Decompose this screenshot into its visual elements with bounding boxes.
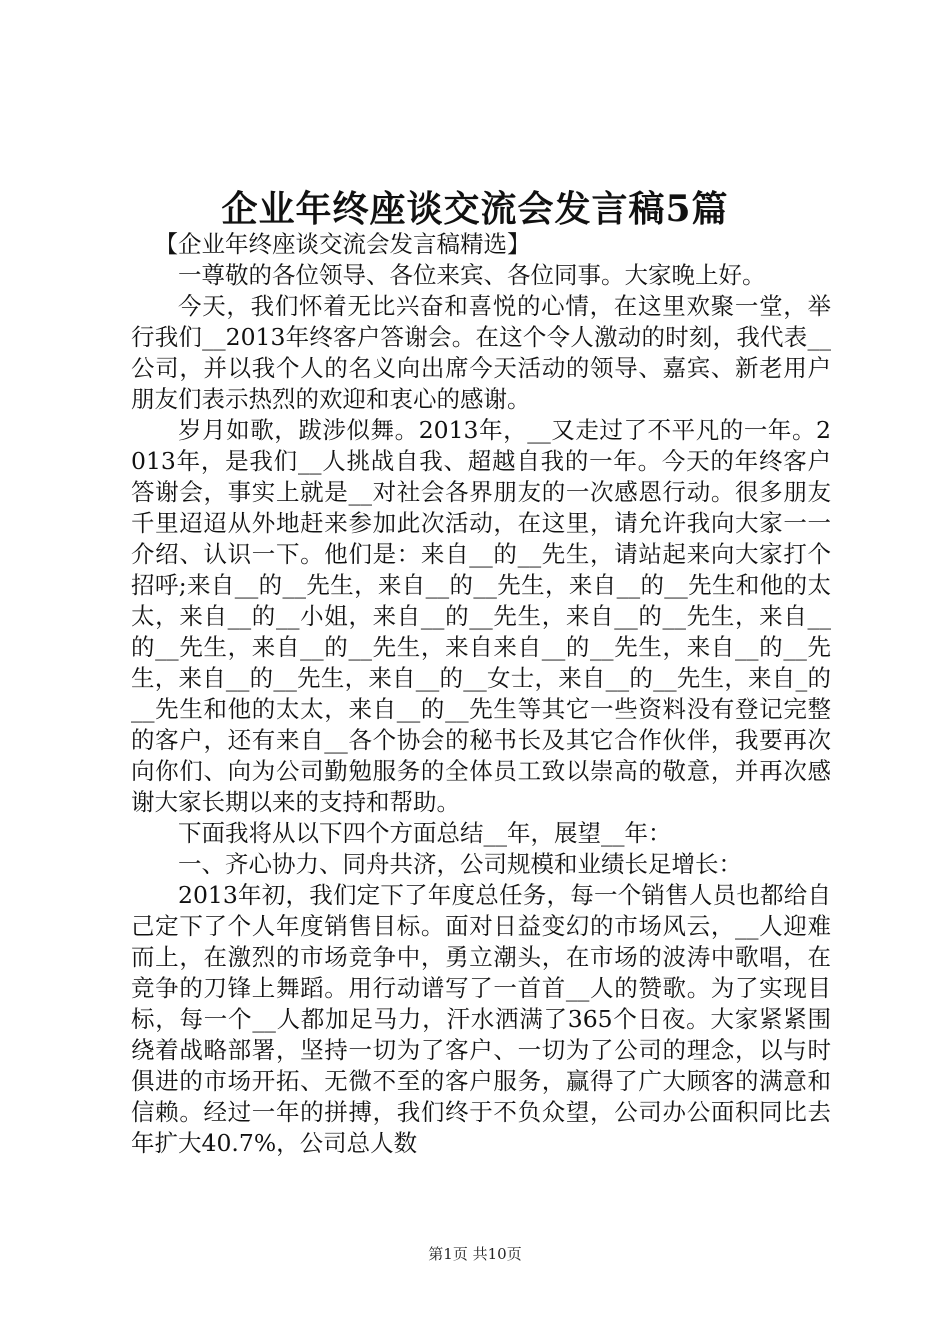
document-title: 企业年终座谈交流会发言稿5篇 (221, 188, 729, 230)
paragraph-outline: 下面我将从以下四个方面总结__年，展望__年： (178, 819, 672, 847)
paragraph-guests: 岁月如歌，跋涉似舞。2013年，__又走过了不平凡的一年。2013年，是我们__人挑战自我、超越自我的一年。今天的年终客户答谢会，事实上就是__对社会各界朋友的一次感恩行动。很多朋友千里迢迢从外地赶来参加此次活动，在这里，请允许我向大家一一介绍、认识一下。他们是：来自__的__先生，请站起来向大家打个招呼;来自__的__先生，来自__的__先生，来自__的__先生和他的太太，来自__的__小姐，来自__的__先生，来自__的__先生，来自__的__先生，来自__的__先生，来自来自__的__先生，来自__的__先生，来自__的__先生，来自__的__女士，来自__的__先生，来自_的__先生和他的太太，来自__的__先生等其它一些资料没有登记完整的客户，还有来自__各个协会的秘书长及其它合作伙伴，我要再次向你们、向为公司勤勉服务的全体员工致以崇高的敬意，并再次感谢大家长期以来的支持和帮助。 (131, 416, 831, 816)
paragraph-greeting: 一尊敬的各位领导、各位来宾、各位同事。大家晚上好。 (178, 261, 766, 289)
paragraph-intro-heading: 【企业年终座谈交流会发言稿精选】 (154, 230, 531, 258)
paragraph-section-1: 2013年初，我们定下了年度总任务，每一个销售人员也都给自己定下了个人年度销售目标。面对日益变幻的市场风云，__人迎难而上，在激烈的市场竞争中，勇立潮头，在市场的波涛中歌唱，在竞争的刀锋上舞蹈。用行动谱写了一首首__人的赞歌。为了实现目标，每一个__人都加足马力，汗水洒满了365个日夜。大家紧紧围绕着战略部署，坚持一切为了客户、一切为了公司的理念，以与时俱进的市场开拓、无微不至的客户服务，赢得了广大顾客的满意和信赖。经过一年的拼搏，我们终于不负众望，公司办公面积同比去年扩大40.7%，公司总人数 (131, 881, 831, 1157)
page-footer: 第1页 共10页 (428, 1245, 522, 1263)
section-heading-1: 一、齐心协力、同舟共济，公司规模和业绩长足增长： (178, 850, 742, 878)
document-body (131, 229, 831, 1159)
paragraph-welcome: 今天，我们怀着无比兴奋和喜悦的心情，在这里欢聚一堂，举行我们__2013年终客户答谢会。在这个令人激动的时刻，我代表__公司，并以我个人的名义向出席今天活动的领导、嘉宾、新老用户朋友们表示热烈的欢迎和衷心的感谢。 (131, 292, 831, 413)
